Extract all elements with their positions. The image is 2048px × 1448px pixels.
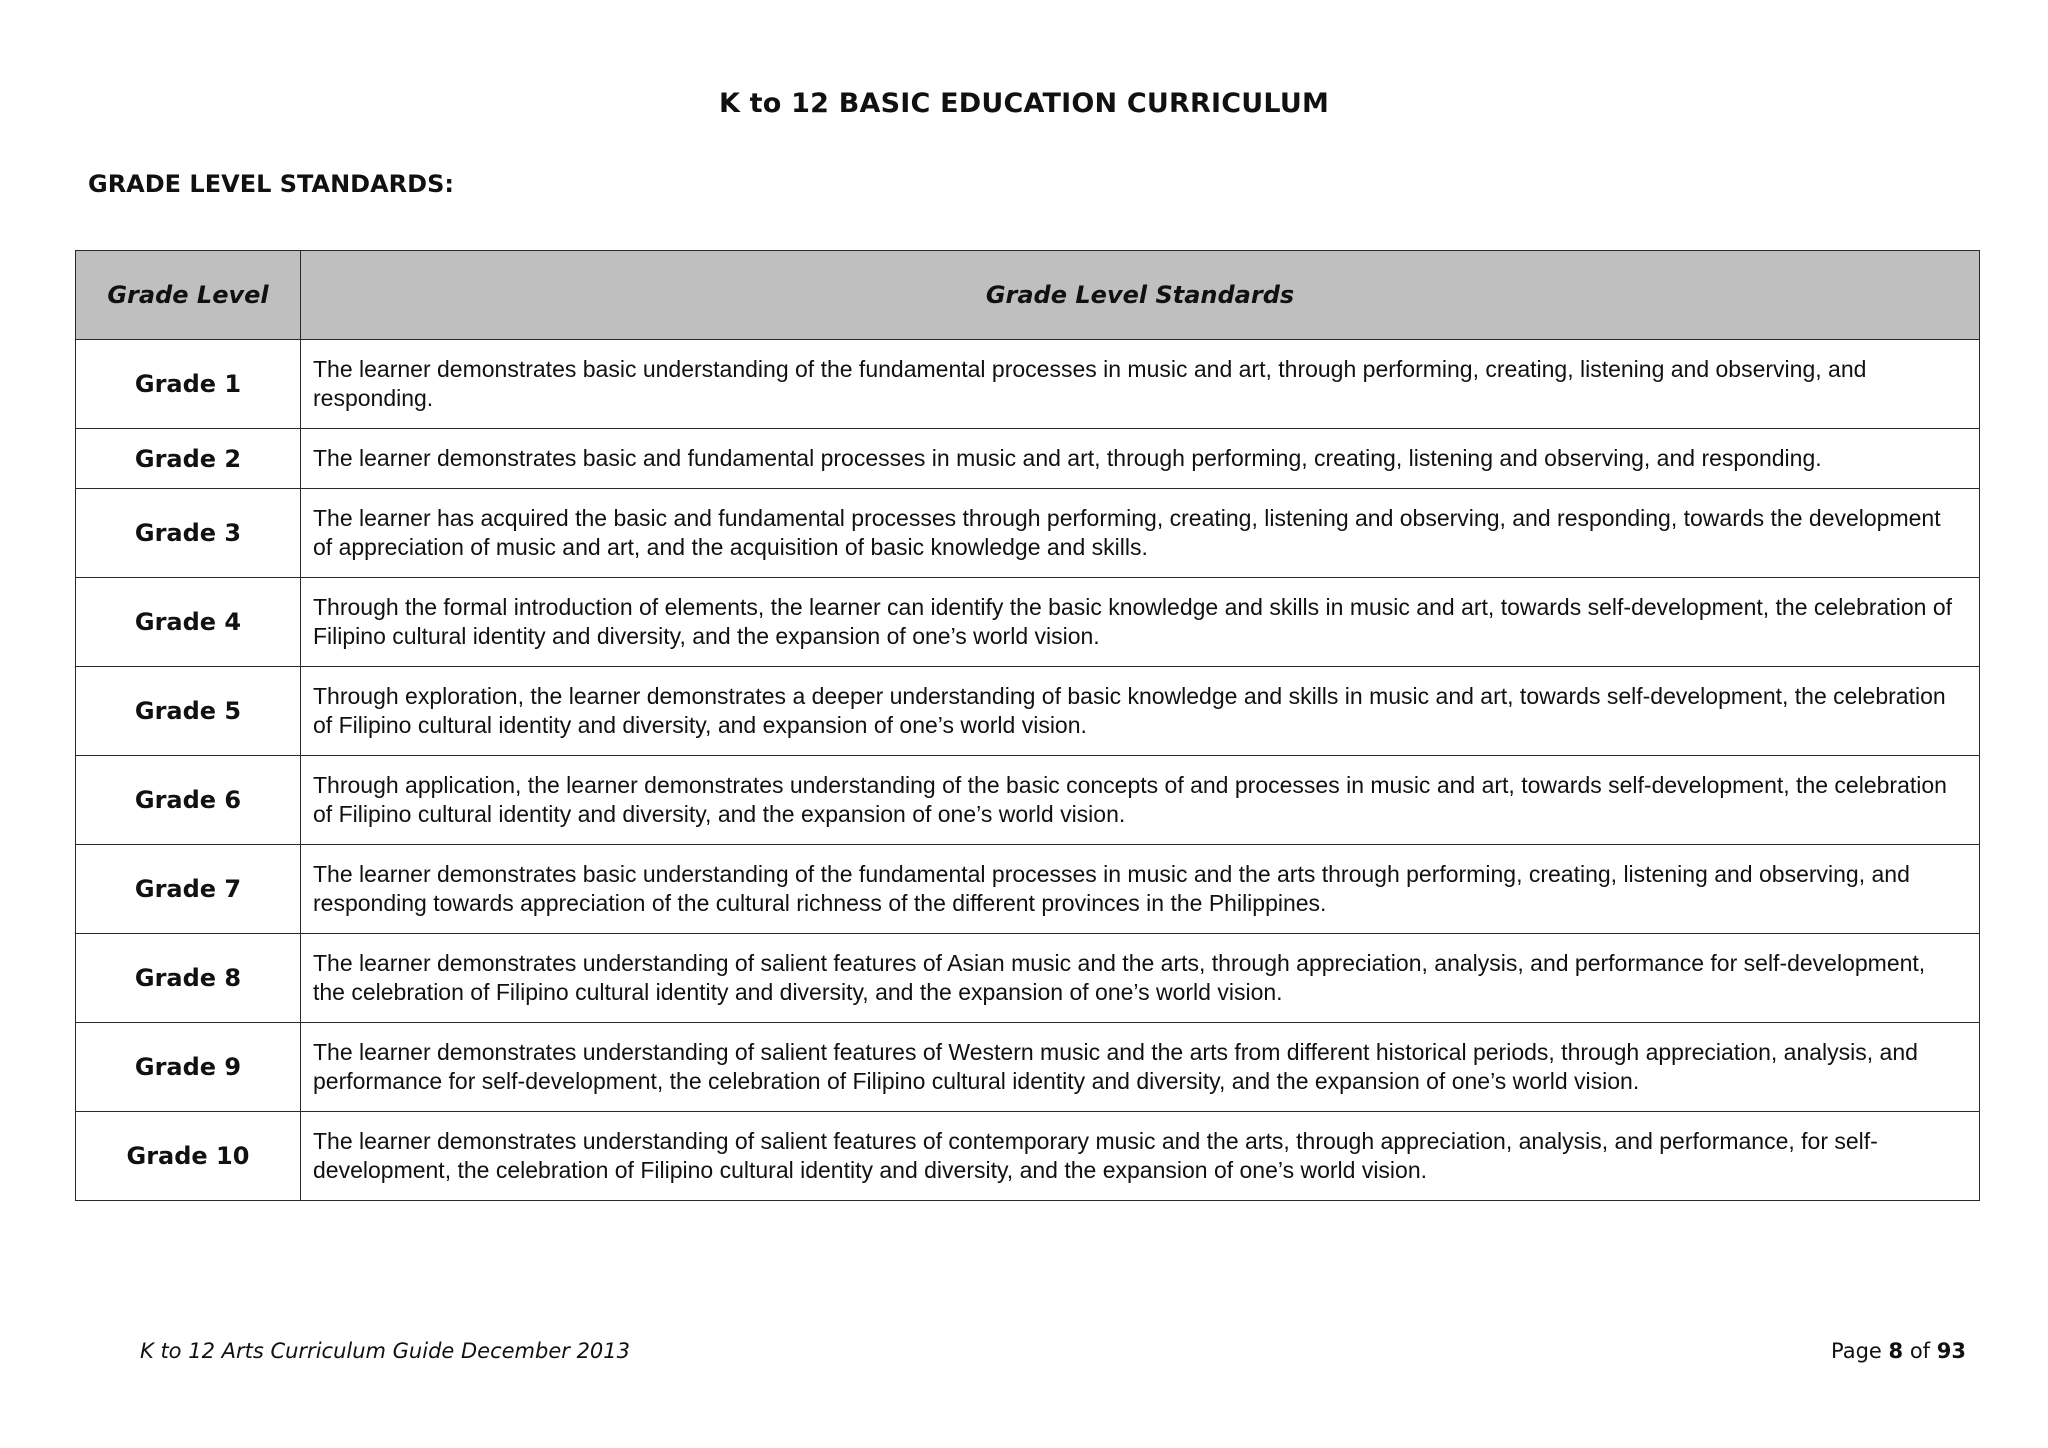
grade-standard: The learner demonstrates understanding of salient features of Western music and the arts from different historical periods, through appreciation, analysis, and performance for self-development, the celebration of Filipino cultural identity and diversity, and the expansion of one’s world vision. (301, 1023, 1980, 1112)
grade-label: Grade 8 (76, 934, 301, 1023)
grade-label: Grade 4 (76, 578, 301, 667)
grade-label: Grade 7 (76, 845, 301, 934)
grade-standard: The learner demonstrates basic and fundamental processes in music and art, through performing, creating, listening and observing, and responding. (301, 429, 1980, 489)
page-of: of (1909, 1339, 1931, 1363)
header-grade-level-standards: Grade Level Standards (301, 251, 1980, 340)
grade-label: Grade 10 (76, 1112, 301, 1201)
table-row (76, 429, 1980, 489)
page-total: 93 (1936, 1339, 1966, 1363)
grade-label: Grade 2 (76, 429, 301, 489)
grade-standard: Through exploration, the learner demonstrates a deeper understanding of basic knowledge and skills in music and art, towards self-development, the celebration of Filipino cultural identity and diversity, and expansion of one’s world vision. (301, 667, 1980, 756)
page-label: Page (1830, 1339, 1882, 1363)
page-current: 8 (1888, 1339, 1904, 1363)
grade-standard: The learner demonstrates understanding of salient features of contemporary music and the arts, through appreciation, analysis, and performance, for self-development, the celebration of Filipino cultural identity and diversity, and the expansion of one’s world vision. (301, 1112, 1980, 1201)
grade-label: Grade 9 (76, 1023, 301, 1112)
page-number (1831, 1339, 1966, 1363)
grade-label: Grade 1 (76, 340, 301, 429)
grade-label: Grade 6 (76, 756, 301, 845)
document-title: K to 12 BASIC EDUCATION CURRICULUM (718, 88, 1330, 119)
table-row (76, 756, 1980, 845)
grade-standard: The learner demonstrates basic understanding of the fundamental processes in music and art, through performing, creating, listening and observing, and responding. (301, 340, 1980, 429)
grade-label: Grade 5 (76, 667, 301, 756)
grade-standard: The learner has acquired the basic and fundamental processes through performing, creating, listening and observing, and responding, towards the development of appreciation of music and art, and the acquisition of basic knowledge and skills. (301, 489, 1980, 578)
table-row (76, 934, 1980, 1023)
grade-level-standards-table (75, 250, 1980, 1201)
table-row (76, 578, 1980, 667)
grade-label: Grade 3 (76, 489, 301, 578)
table-header-row (76, 251, 1980, 340)
grade-standard: The learner demonstrates understanding of salient features of Asian music and the arts, through appreciation, analysis, and performance for self-development, the celebration of Filipino cultural identity and diversity, and the expansion of one’s world vision. (301, 934, 1980, 1023)
table-row (76, 667, 1980, 756)
table-row (76, 1023, 1980, 1112)
grade-standard: Through application, the learner demonstrates understanding of the basic concepts of and processes in music and art, towards self-development, the celebration of Filipino cultural identity and diversity, and the expansion of one’s world vision. (301, 756, 1980, 845)
table-row (76, 340, 1980, 429)
table-row (76, 489, 1980, 578)
grade-standard: The learner demonstrates basic understanding of the fundamental processes in music and the arts through performing, creating, listening and observing, and responding towards appreciation of the cultural richness of the different provinces in the Philippines. (301, 845, 1980, 934)
footer-guide-title: K to 12 Arts Curriculum Guide December 2013 (140, 1339, 631, 1363)
header-grade-level: Grade Level (76, 251, 301, 340)
section-heading: GRADE LEVEL STANDARDS: (88, 170, 454, 198)
table-row (76, 845, 1980, 934)
grade-standard: Through the formal introduction of elements, the learner can identify the basic knowledge and skills in music and art, towards self-development, the celebration of Filipino cultural identity and diversity, and the expansion of one’s world vision. (301, 578, 1980, 667)
table-row (76, 1112, 1980, 1201)
